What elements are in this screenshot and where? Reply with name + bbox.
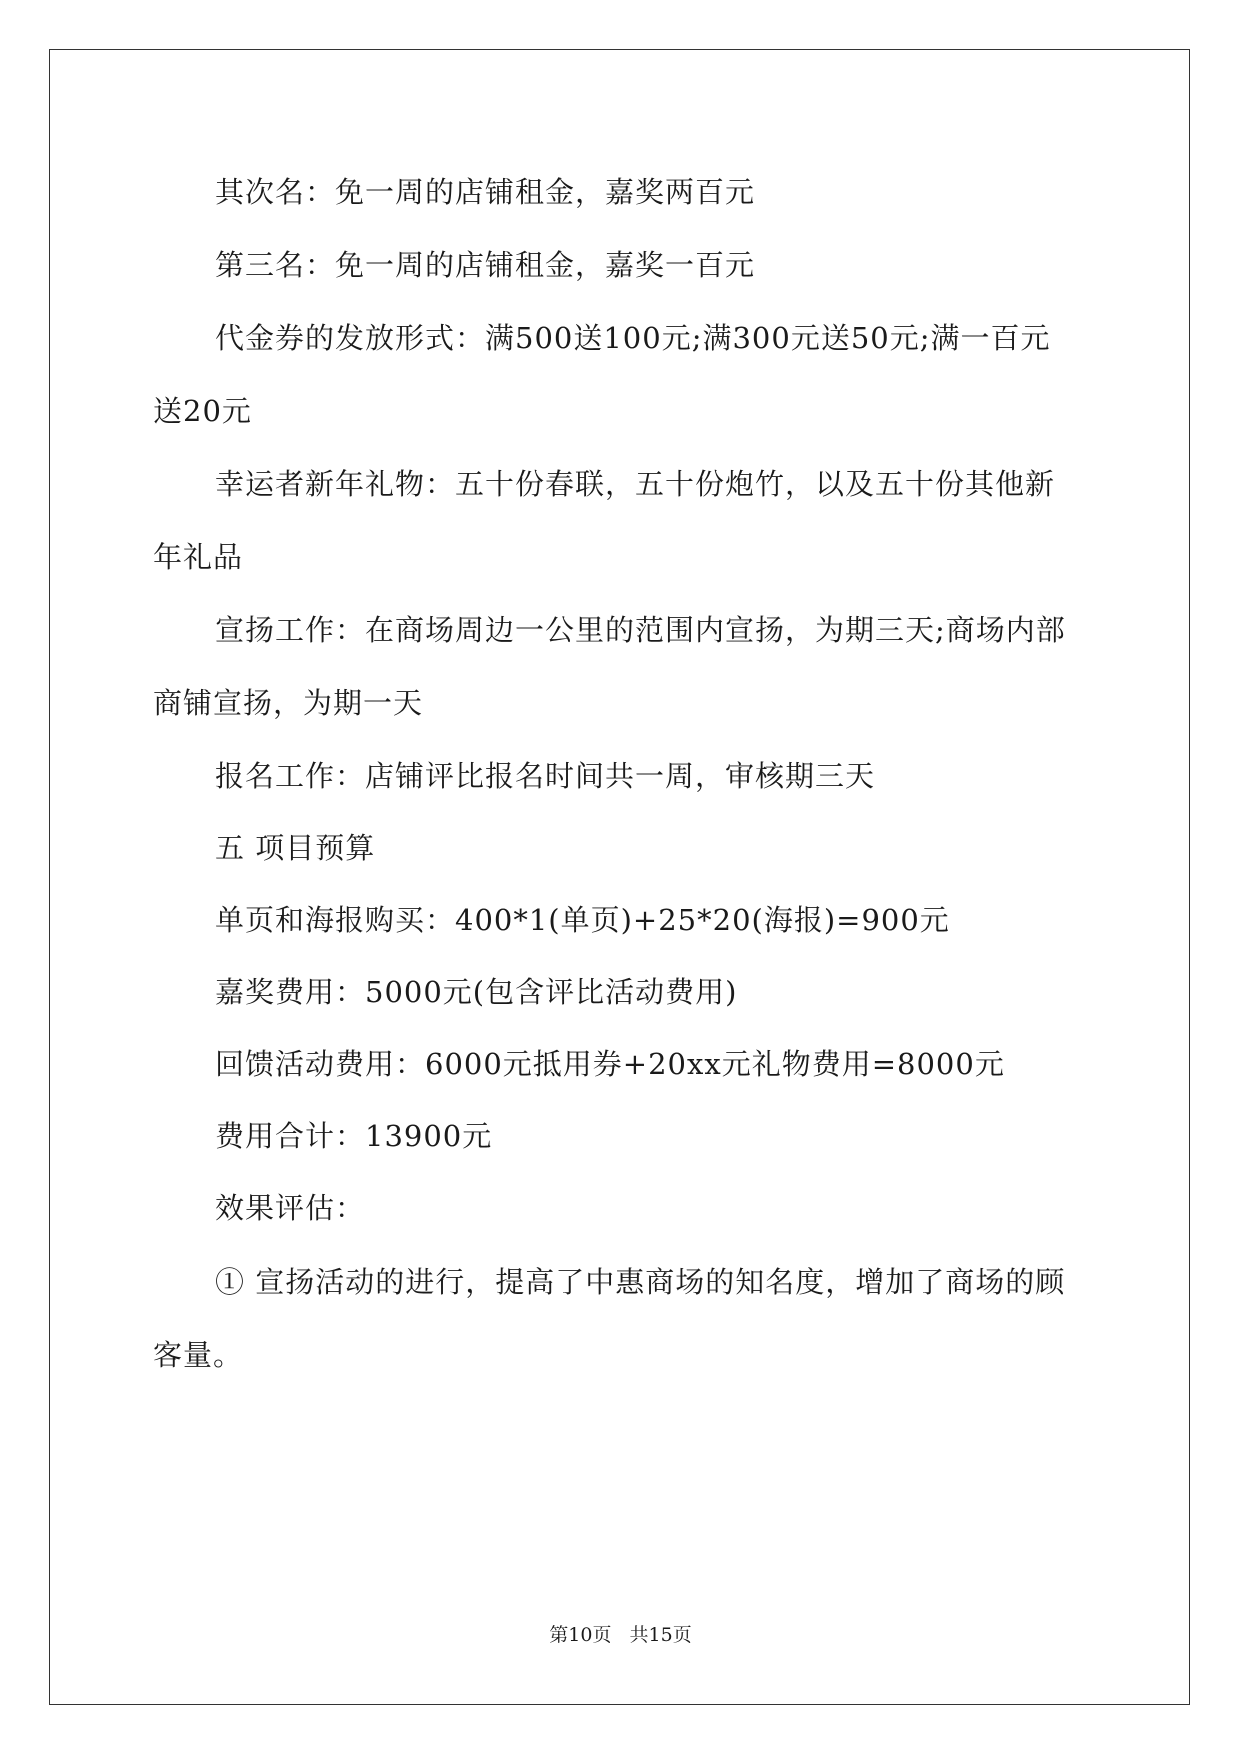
paragraph-line: 代金券的发放形式：满500送100元;满300元送50元;满一百元 [215, 321, 1051, 355]
total-page-count: 共15页 [629, 1624, 692, 1646]
paragraph-line: 单页和海报购买：400*1(单页)+25*20(海报)=900元 [215, 903, 950, 937]
paragraph-line: 第三名：免一周的店铺租金，嘉奖一百元 [215, 248, 756, 282]
paragraph-line: 效果评估： [215, 1191, 366, 1225]
paragraph-line: 宣扬工作：在商场周边一公里的范围内宣扬，为期三天;商场内部 [215, 613, 1066, 647]
paragraph-line: 年礼品 [153, 540, 244, 574]
page-footer [0, 1622, 1241, 1648]
paragraph-line: 费用合计：13900元 [215, 1119, 493, 1153]
paragraph-line: 客量。 [153, 1338, 244, 1372]
paragraph-line: 其次名：免一周的店铺租金，嘉奖两百元 [215, 175, 756, 209]
paragraph-line: 嘉奖费用：5000元(包含评比活动费用) [215, 975, 738, 1009]
paragraph-line: 报名工作：店铺评比报名时间共一周，审核期三天 [215, 759, 876, 793]
paragraph-line: 幸运者新年礼物：五十份春联，五十份炮竹，以及五十份其他新 [215, 467, 1056, 501]
page-border [49, 49, 1190, 1705]
section-heading: 五 项目预算 [215, 831, 376, 865]
current-page-number: 第10页 [549, 1624, 612, 1646]
paragraph-line: ① 宣扬活动的进行，提高了中惠商场的知名度，增加了商场的顾 [215, 1265, 1066, 1299]
paragraph-line: 商铺宣扬，为期一天 [153, 686, 424, 720]
paragraph-line: 回馈活动费用：6000元抵用券+20xx元礼物费用=8000元 [215, 1047, 1005, 1081]
paragraph-line: 送20元 [153, 394, 252, 428]
